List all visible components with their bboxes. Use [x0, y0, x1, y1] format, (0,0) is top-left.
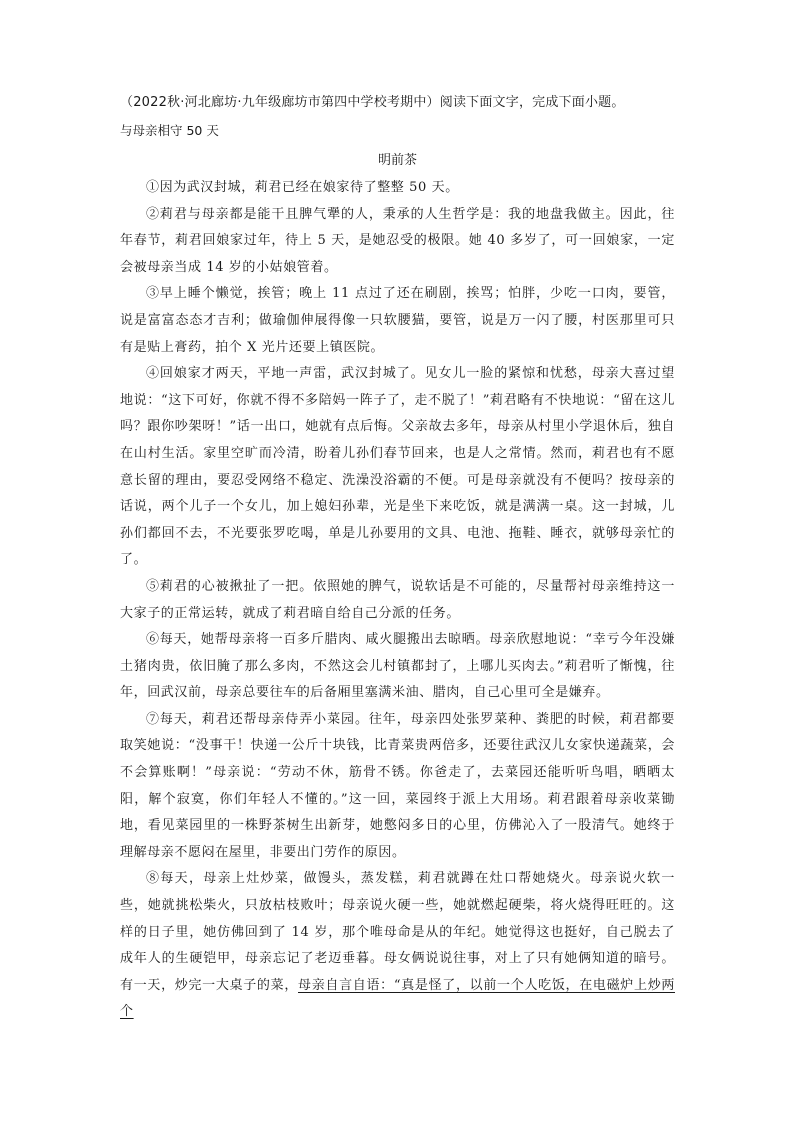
paragraph-6: ⑥每天，她帮母亲将一百多斤腊肉、咸火腿搬出去晾晒。母亲欣慰地说：“幸亏今年没嫌土猪肉贵，依旧腌了那么多肉，不然这会儿村镇都封了，上哪儿买肉去。”莉君听了惭愧，往年，回武汉前，母亲总要往车的后备厢里塞满米油、腊肉，自己心里可全是嫌弃。 [120, 632, 675, 701]
document-page [120, 93, 675, 1026]
underlined-sentence: 母亲自言自语：“真是怪了，以前一个人吃饭，在电磁炉上炒两个 [120, 977, 675, 1020]
paragraph-1: ①因为武汉封城，莉君已经在娘家待了整整 50 天。 [146, 180, 459, 195]
question-source-line: （2022秋·河北廊坊·九年级廊坊市第四中学校考期中）阅读下面文字，完成下面小题。 [120, 95, 625, 110]
topic-line: 与母亲相守 50 天 [120, 123, 219, 138]
paragraph-7: ⑦每天，莉君还帮母亲侍弄小菜园。往年，母亲四处张罗菜种、粪肥的时候，莉君都要取笑她说：“没事干！快递一公斤十块钱，比青菜贵两倍多，还要往武汉儿女家快递蔬菜，会不会算账啊！”母亲说：“劳动不休，筋骨不锈。你爸走了，去菜园还能听听鸟唱，晒晒太阳，解个寂寞，你们年轻人不懂的。”这一回，菜园终于派上大用场。莉君跟着母亲收菜锄地，看见菜园里的一株野茶树生出新芽，她憋闷多日的心里，仿佛沁入了一股清气。她终于理解母亲不愿闷在屋里，非要出门劳作的原因。 [120, 711, 675, 860]
paragraph-8 [120, 866, 675, 1026]
article-title: 明前茶 [377, 153, 417, 168]
paragraph-3: ③早上睡个懒觉，挨管；晚上 11 点过了还在刷剧，挨骂；怕胖，少吃一口肉，要管，说是富富态态才吉利；做瑜伽伸展得像一只软腰猫，要管，说是万一闪了腰，村医那里可只有是贴上膏药，拍个 X 光片还要上镇医院。 [120, 286, 675, 355]
paragraph-8-text: ⑧每天，母亲上灶炒菜，做馒头，蒸发糕，莉君就蹲在灶口帮她烧火。母亲说火软一些，她就挑松柴火，只放枯枝败叶；母亲说火硬一些，她就燃起硬柴，将火烧得旺旺的。这样的日子里，她仿佛回到了 14 岁，那个唯母命是从的年纪。她觉得这也挺好，自己脱去了成年人的生硬铠甲，母亲忘记了老迈垂暮。母女俩说说往事，对上了只有她俩知道的暗号。有一天，炒完一大桌子的菜， [120, 871, 675, 993]
paragraph-5: ⑤莉君的心被揪扯了一把。依照她的脾气，说软话是不可能的，尽量帮衬母亲维持这一大家子的正常运转，就成了莉君暗自给自己分派的任务。 [120, 578, 675, 621]
paragraph-4: ④回娘家才两天，平地一声雷，武汉封城了。见女儿一脸的紧惊和忧愁，母亲大喜过望地说：“这下可好，你就不得不多陪妈一阵子了，走不脱了！”莉君略有不快地说：“留在这儿吗？跟你吵架呀！”话一出口，她就有点后悔。父亲故去多年，母亲从村里小学退休后，独自在山村生活。家里空旷而冷清，盼着儿孙们春节回来，也是人之常情。然而，莉君也有不愿意长留的理由，要忍受网络不稳定、洗澡没浴霸的不便。可是母亲就没有不便吗？按母亲的话说，两个儿子一个女儿，加上媳妇孙辈，光是坐下来吃饭，就是满满一桌。这一封城，儿孙们都回不去，不光要张罗吃喝，单是儿孙要用的文具、电池、拖鞋、睡衣，就够母亲忙的了。 [120, 366, 675, 568]
paragraph-2: ②莉君与母亲都是能干且脾气犟的人，秉承的人生哲学是：我的地盘我做主。因此，往年春节，莉君回娘家过年，待上 5 天，是她忍受的极限。她 40 多岁了，可一回娘家，一定会被母亲当成 14 岁的小姑娘管着。 [120, 206, 675, 275]
